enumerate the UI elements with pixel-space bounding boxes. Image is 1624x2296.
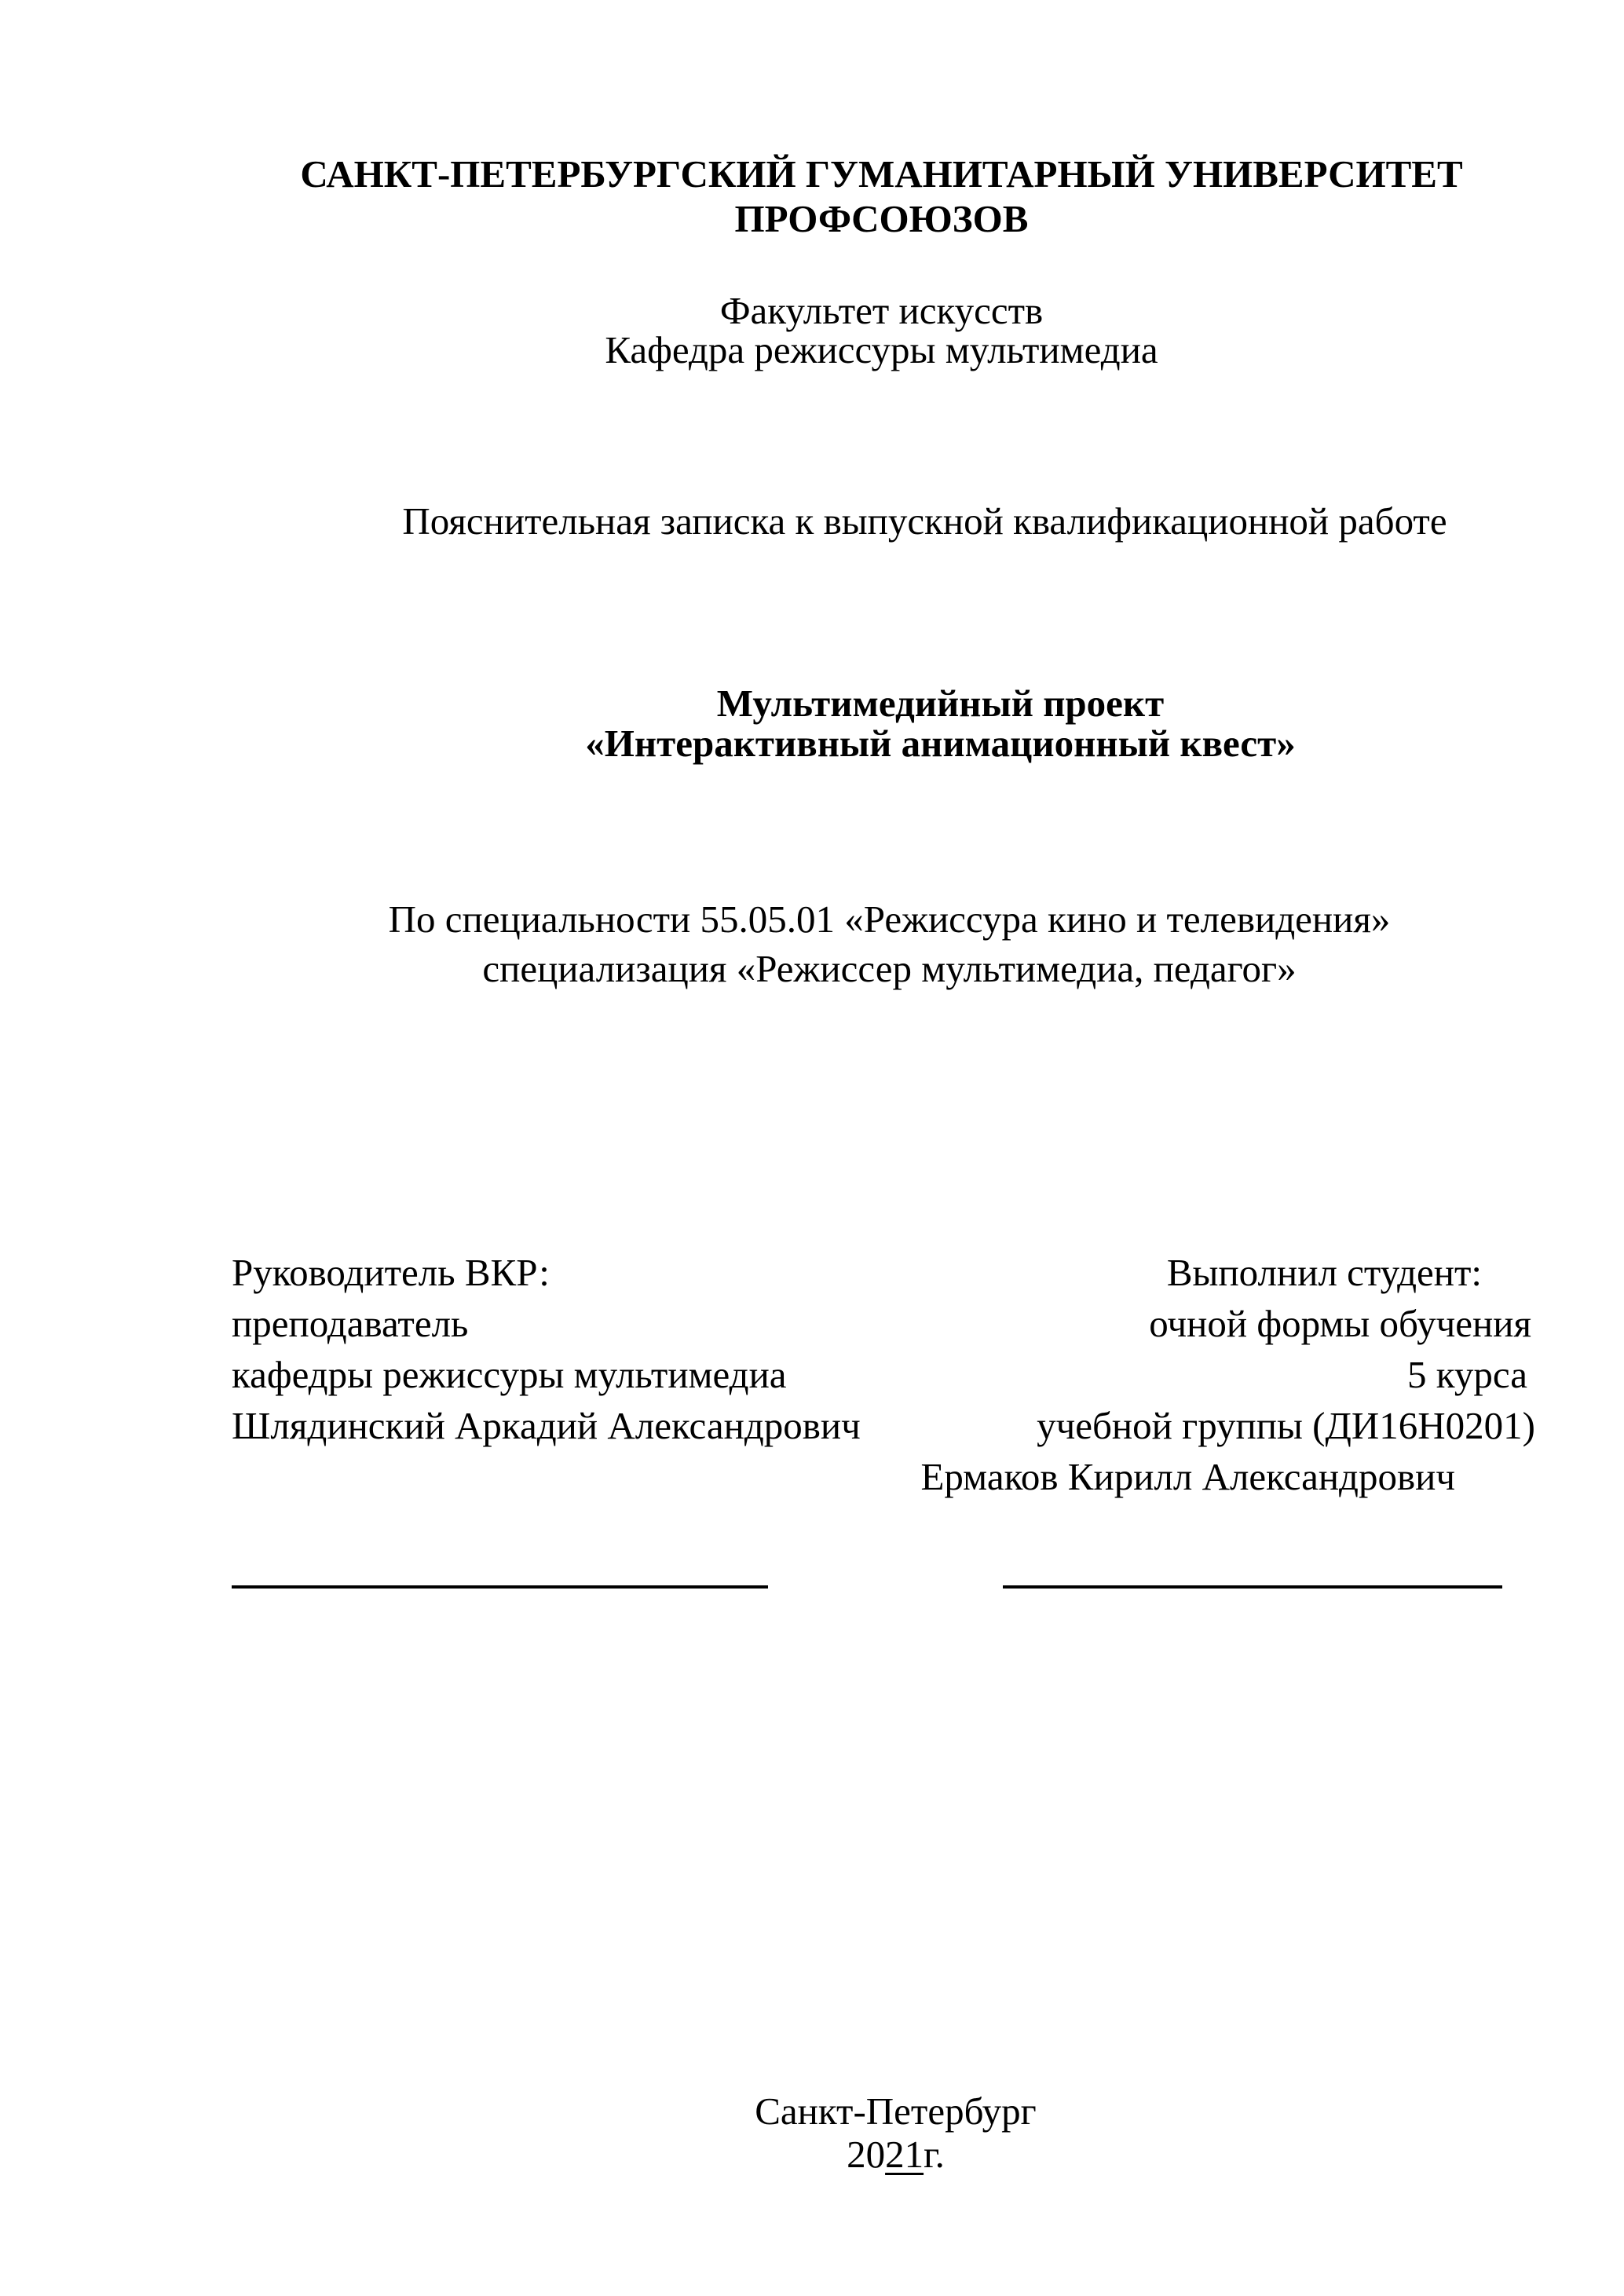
department-name: Кафедра режиссуры мультимедиа (605, 328, 1158, 371)
student-label: Выполнил студент: (1166, 1251, 1482, 1294)
year-prefix: 20 (847, 2133, 886, 2176)
supervisor-signature-line (232, 1585, 768, 1589)
student-name: Ермаков Кирилл Александрович (920, 1455, 1455, 1498)
specialty-info (240, 894, 1539, 993)
specialization-line: специализация «Режиссер мультимедиа, педагог» (482, 947, 1297, 990)
project-title (291, 683, 1590, 763)
year-suffix: г. (924, 2133, 945, 2176)
specialty-line: По специальности 55.05.01 «Режиссура кино и телевидения» (388, 898, 1391, 941)
supervisor-block (232, 1247, 861, 1451)
student-block (920, 1247, 1535, 1502)
project-title-line2: «Интерактивный анимационный квест» (585, 722, 1296, 765)
faculty-department (232, 291, 1531, 370)
year-line (246, 2133, 1545, 2176)
document-type-text: Пояснительная записка к выпускной квалификационной работе (402, 499, 1447, 543)
project-title-line1: Мультимедийный проект (716, 682, 1165, 725)
faculty-name: Факультет искусств (719, 289, 1044, 332)
student-group: учебной группы (ДИ16Н0201) (1037, 1404, 1535, 1447)
supervisor-label: Руководитель ВКР: (232, 1251, 550, 1294)
supervisor-department: кафедры режиссуры мультимедиа (232, 1353, 787, 1396)
student-course: 5 курса (1407, 1353, 1527, 1396)
document-type (275, 499, 1575, 543)
university-name-line2: ПРОФСОЮЗОВ (734, 197, 1029, 240)
student-study-form: очной формы обучения (1149, 1302, 1531, 1345)
year-underlined: 21 (885, 2133, 924, 2176)
supervisor-name: Шлядинский Аркадий Александрович (232, 1404, 861, 1447)
university-name-line1: САНКТ-ПЕТЕРБУРГСКИЙ ГУМАНИТАРНЫЙ УНИВЕРСИТЕТ (300, 152, 1463, 196)
supervisor-position: преподаватель (232, 1302, 469, 1345)
footer (246, 2089, 1545, 2176)
city-line: Санкт-Петербург (755, 2089, 1037, 2133)
university-name (232, 152, 1531, 241)
student-signature-line (1003, 1585, 1502, 1589)
